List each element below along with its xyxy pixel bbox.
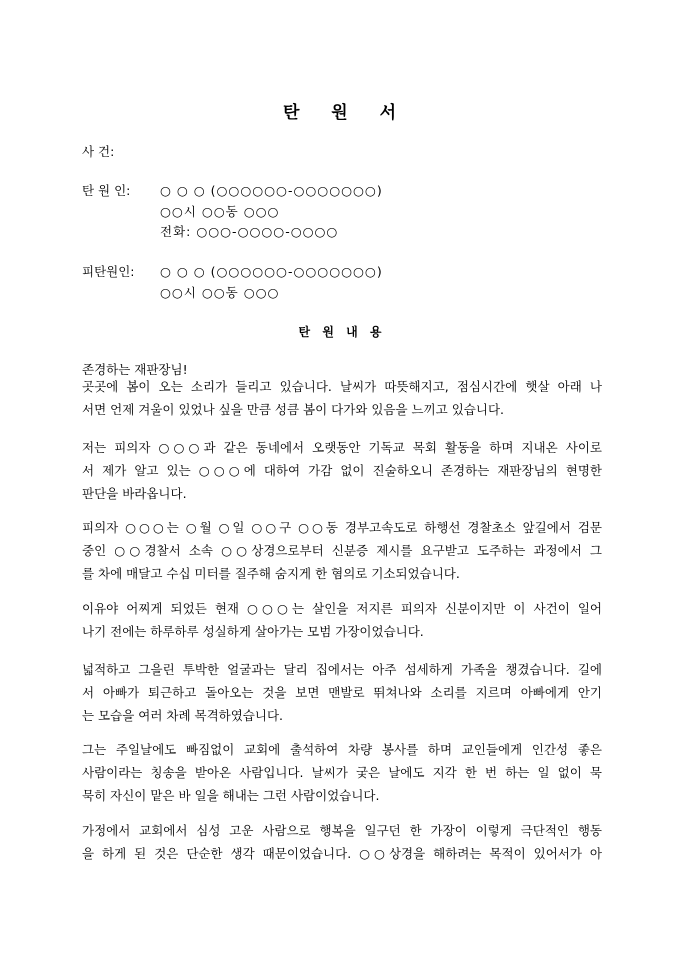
petitioner-address: ○○시 ○○동 ○○○ [160, 204, 280, 219]
paragraph-line: 넓적하고 그을린 투박한 얼굴과는 달리 집에서는 아주 섬세하게 가족을 챙겼습니다. 길에 [82, 662, 602, 677]
paragraph-line: 를 차에 매달고 수십 미터를 질주해 숨지게 한 혐의로 기소되었습니다. [82, 566, 460, 581]
paragraph-line: 을 하게 된 것은 단순한 생각 때문이었습니다. ○○상경을 해하려는 목적이 있어서가 아 [82, 846, 602, 861]
document-title: 탄 원 서 [282, 103, 398, 123]
paragraph [82, 375, 602, 421]
defendant-name-id: ○ ○ ○ (○○○○○○-○○○○○○○) [160, 264, 383, 279]
defendant-label: 피탄원인: [82, 264, 135, 279]
paragraph [82, 516, 602, 585]
section-title: 탄 원 내 용 [298, 325, 382, 339]
paragraph [82, 597, 602, 643]
defendant-address: ○○시 ○○동 ○○○ [160, 285, 280, 300]
paragraph-line: 서 제가 알고 있는 ○○○에 대하여 가감 없이 진술하오니 존경하는 재판장님의 현명한 [82, 463, 602, 478]
paragraph-line: 저는 피의자 ○○○과 같은 동네에서 오랫동안 기독교 목회 활동을 하며 지내온 사이로 [82, 440, 602, 455]
paragraph-line: 피의자 ○○○는 ○월 ○일 ○○구 ○○동 경부고속도로 하행선 경찰초소 앞길에서 검문 [82, 520, 602, 535]
paragraph-line: 나기 전에는 하루하루 성실하게 살아가는 모범 가장이었습니다. [82, 624, 424, 639]
greeting: 존경하는 재판장님! [82, 362, 188, 377]
paragraph-line: 는 모습을 여러 차례 목격하였습니다. [82, 708, 283, 723]
paragraph [82, 658, 602, 727]
paragraph-line: 이유야 어찌게 되었든 현재 ○○○는 살인을 저지른 피의자 신분이지만 이 사건이 일어 [82, 601, 602, 616]
paragraph-line: 사람이라는 칭송을 받아온 사람입니다. 날씨가 궂은 날에도 지각 한 번 하는 일 없이 묵 [82, 765, 602, 780]
petitioner-name-id: ○ ○ ○ (○○○○○○-○○○○○○○) [160, 183, 383, 198]
paragraph [82, 819, 602, 865]
paragraph-line: 서면 언제 겨울이 있었나 싶을 만큼 성큼 봄이 다가와 있음을 느끼고 있습니다. [82, 402, 505, 417]
paragraph-line: 판단을 바라옵니다. [82, 486, 187, 501]
paragraph [82, 738, 602, 807]
case-label: 사 건: [82, 144, 115, 159]
paragraph-line: 곳곳에 봄이 오는 소리가 들리고 있습니다. 날씨가 따뜻해지고, 점심시간에 햇살 아래 나 [82, 379, 602, 394]
paragraph-line: 가정에서 교회에서 심성 고운 사람으로 행복을 일구던 한 가장이 이렇게 극단적인 행동 [82, 823, 602, 838]
paragraph [82, 436, 602, 505]
petitioner-label: 탄 원 인: [82, 183, 131, 198]
paragraph-line: 묵히 자신이 맡은 바 일을 해내는 그런 사람이었습니다. [82, 788, 380, 803]
paragraph-line: 서 아빠가 퇴근하고 돌아오는 것을 보면 맨발로 뛰쳐나와 소리를 지르며 아빠에게 안기 [82, 685, 602, 700]
paragraph-line: 그는 주일날에도 빠짐없이 교회에 출석하여 차량 봉사를 하며 교인들에게 인간성 좋은 [82, 742, 602, 757]
petitioner-phone: 전화: ○○○-○○○○-○○○○ [160, 224, 339, 239]
paragraph-line: 중인 ○○경찰서 소속 ○○상경으로부터 신분증 제시를 요구받고 도주하는 과정에서 그 [82, 543, 602, 558]
